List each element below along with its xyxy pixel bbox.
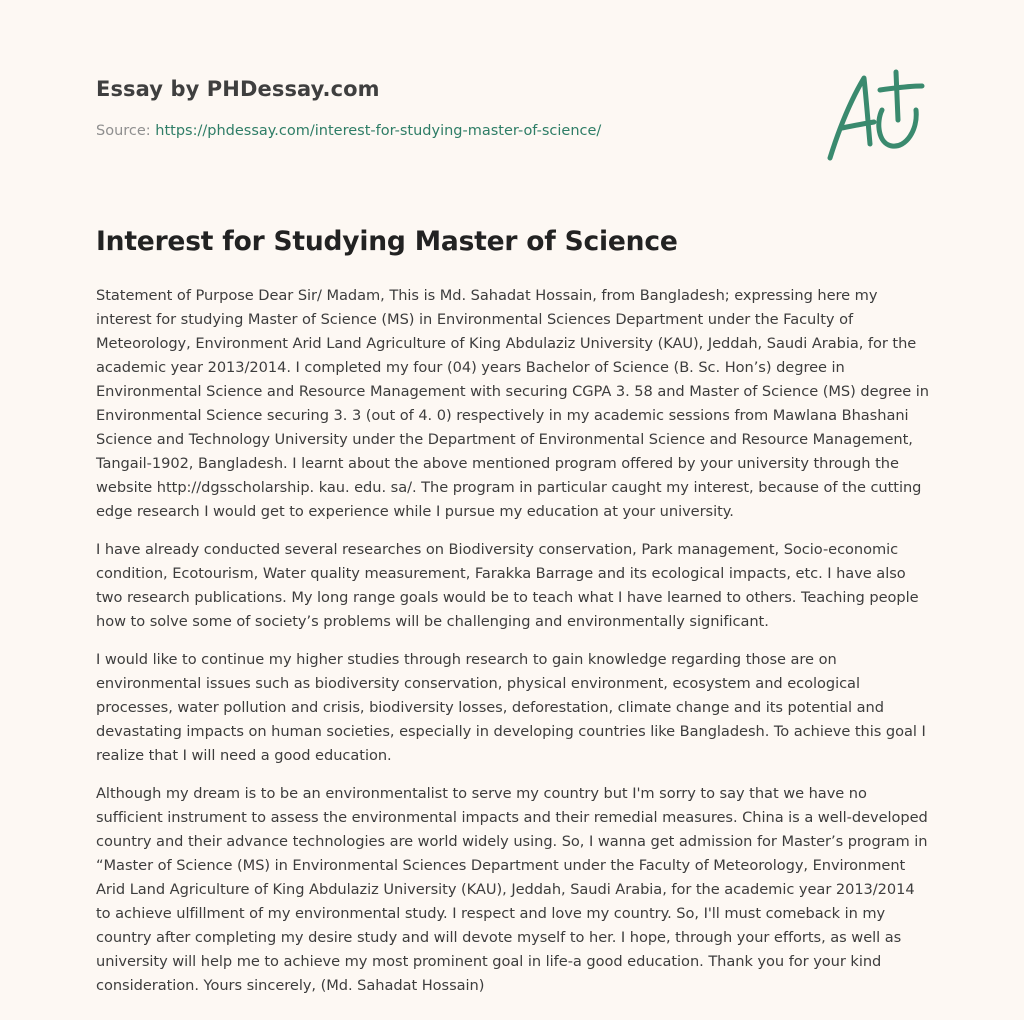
essay-paragraph: Statement of Purpose Dear Sir/ Madam, This is Md. Sahadat Hossain, from Bangladesh; expressing here my interest for studying Master of Science (MS) in Environmental Sciences Department under the Faculty of Meteorology, Environment Arid Land Agriculture of King Abdulaziz University (KAU), Jeddah, Saudi Arabia, for the academic year 2013/2014. I completed my four (04) years Bachelor of Science (B. Sc. Hon’s) degree in Environmental Science and Resource Management with securing CGPA 3. 58 and Master of Science (MS) degree in Environmental Science securing 3. 3 (out of 4. 0) respectively in my academic sessions from Mawlana Bhashani Science and Technology University under the Department of Environmental Science and Resource Management, Tangail-1902, Bangladesh. I learnt about the above mentioned program offered by your university through the website http://dgsscholarship. kau. edu. sa/. The program in particular caught my interest, because of the cutting edge research I would get to experience while I pursue my education at your university. — [96, 287, 929, 520]
essay-paragraph: I have already conducted several researches on Biodiversity conservation, Park management, Socio-economic condition, Ecotourism, Water quality measurement, Farakka Barrage and its ecological impacts, etc. I have also two research publications. My long range goals would be to teach what I have learned to others. Teaching people how to solve some of society’s problems will be challenging and environmentally significant. — [96, 541, 919, 630]
source-link[interactable]: https://phdessay.com/interest-for-studying-master-of-science/ — [155, 123, 602, 139]
site-brand: Essay by PHDessay.com — [96, 77, 380, 101]
essay-title: Interest for Studying Master of Science — [96, 226, 678, 257]
source-label: Source: — [96, 123, 156, 139]
a-plus-logo-icon — [818, 66, 930, 166]
essay-body — [96, 284, 932, 1012]
essay-paragraph: I would like to continue my higher studies through research to gain knowledge regarding those are on environmental issues such as biodiversity conservation, physical environment, ecosystem and ecological processes, water pollution and crisis, biodiversity losses, deforestation, climate change and its potential and devastating impacts on human societies, especially in developing countries like Bangladesh. To achieve this goal I realize that I will need a good education. — [96, 651, 926, 764]
source-line — [96, 123, 601, 139]
essay-paragraph: Although my dream is to be an environmentalist to serve my country but I'm sorry to say that we have no sufficient instrument to assess the environmental impacts and their remedial measures. China is a well-developed country and their advance technologies are world widely using. So, I wanna get admission for Master’s program in “Master of Science (MS) in Environmental Sciences Department under the Faculty of Meteorology, Environment Arid Land Agriculture of King Abdulaziz University (KAU), Jeddah, Saudi Arabia, for the academic year 2013/2014 to achieve ulfillment of my environmental study. I respect and love my country. So, I'll must comeback in my country after completing my desire study and will devote myself to her. I hope, through your efforts, as well as university will help me to achieve my most prominent goal in life-a good education. Thank you for your kind consideration. Yours sincerely, (Md. Sahadat Hossain) — [96, 785, 928, 994]
